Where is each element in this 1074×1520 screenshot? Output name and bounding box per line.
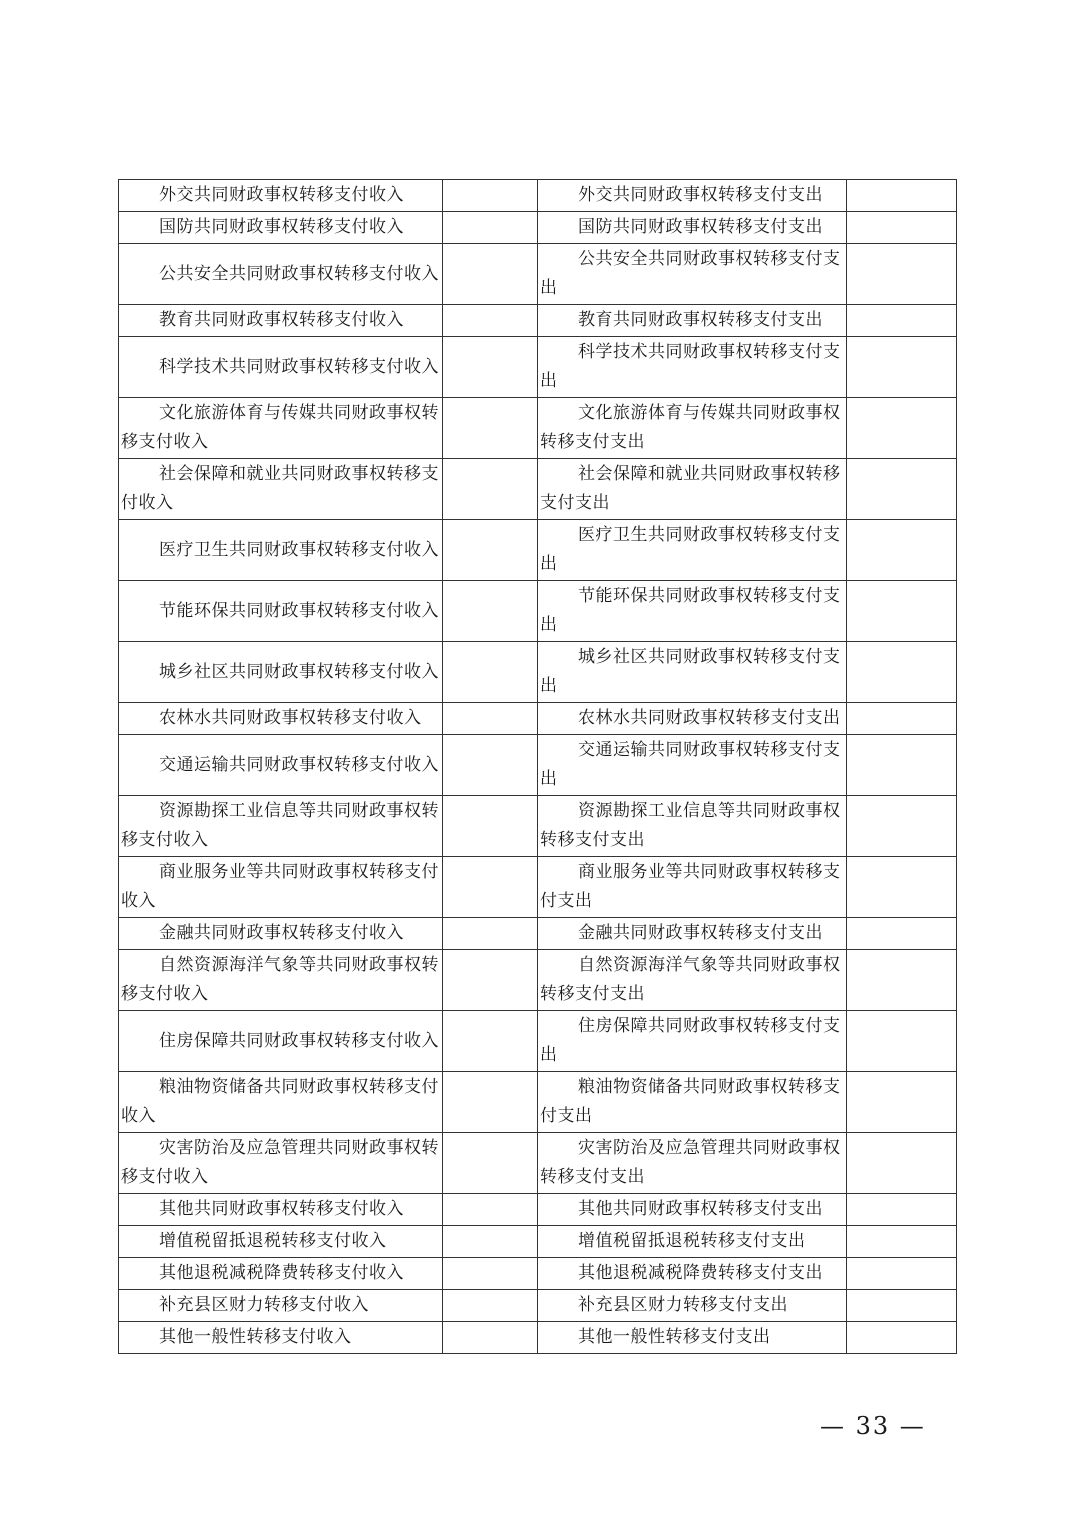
income-amount-cell [443,1072,538,1133]
income-amount-cell [443,459,538,520]
expense-amount-cell [847,337,957,398]
income-amount-cell [443,1258,538,1290]
expense-amount-cell [847,180,957,212]
table-row [119,642,957,703]
table-row [119,459,957,520]
expense-label-cell: 其他共同财政事权转移支付支出 [538,1194,847,1226]
expense-amount-cell [847,735,957,796]
table-row [119,1226,957,1258]
income-label-cell: 金融共同财政事权转移支付收入 [119,918,443,950]
income-amount-cell [443,520,538,581]
income-label-cell: 外交共同财政事权转移支付收入 [119,180,443,212]
income-label-cell: 灾害防治及应急管理共同财政事权转移支付收入 [119,1133,443,1194]
income-label-cell: 农林水共同财政事权转移支付收入 [119,703,443,735]
income-amount-cell [443,796,538,857]
income-amount-cell [443,212,538,244]
income-amount-cell [443,1194,538,1226]
transfer-payment-table [118,179,957,1354]
table-row [119,305,957,337]
income-amount-cell [443,337,538,398]
income-amount-cell [443,1226,538,1258]
income-label-cell: 医疗卫生共同财政事权转移支付收入 [119,520,443,581]
expense-amount-cell [847,703,957,735]
expense-label-cell: 商业服务业等共同财政事权转移支付支出 [538,857,847,918]
expense-label-cell: 社会保障和就业共同财政事权转移支付支出 [538,459,847,520]
table-row [119,796,957,857]
expense-label-cell: 医疗卫生共同财政事权转移支付支出 [538,520,847,581]
expense-label-cell: 其他退税减税降费转移支付支出 [538,1258,847,1290]
expense-amount-cell [847,398,957,459]
income-label-cell: 住房保障共同财政事权转移支付收入 [119,1011,443,1072]
expense-label-cell: 教育共同财政事权转移支付支出 [538,305,847,337]
income-label-cell: 自然资源海洋气象等共同财政事权转移支付收入 [119,950,443,1011]
expense-amount-cell [847,796,957,857]
table-row [119,1011,957,1072]
table-body [119,180,957,1354]
income-label-cell: 科学技术共同财政事权转移支付收入 [119,337,443,398]
income-amount-cell [443,398,538,459]
expense-label-cell: 城乡社区共同财政事权转移支付支出 [538,642,847,703]
expense-amount-cell [847,642,957,703]
income-amount-cell [443,1290,538,1322]
income-label-cell: 城乡社区共同财政事权转移支付收入 [119,642,443,703]
table-row [119,1322,957,1354]
income-amount-cell [443,581,538,642]
income-amount-cell [443,857,538,918]
expense-amount-cell [847,1011,957,1072]
expense-label-cell: 科学技术共同财政事权转移支付支出 [538,337,847,398]
expense-amount-cell [847,581,957,642]
expense-amount-cell [847,950,957,1011]
expense-label-cell: 自然资源海洋气象等共同财政事权转移支付支出 [538,950,847,1011]
table-row [119,857,957,918]
expense-amount-cell [847,1194,957,1226]
table-row [119,1290,957,1322]
income-label-cell: 粮油物资储备共同财政事权转移支付收入 [119,1072,443,1133]
expense-amount-cell [847,918,957,950]
income-label-cell: 文化旅游体育与传媒共同财政事权转移支付收入 [119,398,443,459]
table-row [119,212,957,244]
income-label-cell: 公共安全共同财政事权转移支付收入 [119,244,443,305]
income-amount-cell [443,735,538,796]
income-label-cell: 商业服务业等共同财政事权转移支付收入 [119,857,443,918]
expense-label-cell: 其他一般性转移支付支出 [538,1322,847,1354]
table-row [119,1133,957,1194]
income-label-cell: 其他共同财政事权转移支付收入 [119,1194,443,1226]
income-amount-cell [443,180,538,212]
expense-label-cell: 金融共同财政事权转移支付支出 [538,918,847,950]
expense-label-cell: 交通运输共同财政事权转移支付支出 [538,735,847,796]
income-label-cell: 补充县区财力转移支付收入 [119,1290,443,1322]
income-amount-cell [443,305,538,337]
income-label-cell: 节能环保共同财政事权转移支付收入 [119,581,443,642]
income-amount-cell [443,1011,538,1072]
income-label-cell: 资源勘探工业信息等共同财政事权转移支付收入 [119,796,443,857]
income-label-cell: 其他退税减税降费转移支付收入 [119,1258,443,1290]
table-row [119,244,957,305]
income-amount-cell [443,1322,538,1354]
expense-amount-cell [847,1322,957,1354]
expense-amount-cell [847,1072,957,1133]
expense-label-cell: 公共安全共同财政事权转移支付支出 [538,244,847,305]
expense-amount-cell [847,1226,957,1258]
table-row [119,918,957,950]
table-row [119,180,957,212]
table-row [119,337,957,398]
expense-amount-cell [847,459,957,520]
expense-label-cell: 外交共同财政事权转移支付支出 [538,180,847,212]
income-label-cell: 增值税留抵退税转移支付收入 [119,1226,443,1258]
table-row [119,1194,957,1226]
income-label-cell: 交通运输共同财政事权转移支付收入 [119,735,443,796]
table-row [119,950,957,1011]
income-amount-cell [443,1133,538,1194]
income-amount-cell [443,703,538,735]
table-row [119,581,957,642]
table-row [119,1072,957,1133]
table-row [119,1258,957,1290]
income-amount-cell [443,918,538,950]
page-number: — 33 — [820,1412,926,1440]
table-row [119,520,957,581]
expense-label-cell: 农林水共同财政事权转移支付支出 [538,703,847,735]
expense-label-cell: 国防共同财政事权转移支付支出 [538,212,847,244]
expense-amount-cell [847,520,957,581]
table-row [119,735,957,796]
expense-label-cell: 增值税留抵退税转移支付支出 [538,1226,847,1258]
income-amount-cell [443,950,538,1011]
income-label-cell: 国防共同财政事权转移支付收入 [119,212,443,244]
table-row [119,703,957,735]
expense-amount-cell [847,1258,957,1290]
income-amount-cell [443,642,538,703]
expense-label-cell: 补充县区财力转移支付支出 [538,1290,847,1322]
expense-label-cell: 粮油物资储备共同财政事权转移支付支出 [538,1072,847,1133]
expense-amount-cell [847,857,957,918]
expense-label-cell: 文化旅游体育与传媒共同财政事权转移支付支出 [538,398,847,459]
expense-amount-cell [847,1290,957,1322]
expense-amount-cell [847,212,957,244]
expense-label-cell: 资源勘探工业信息等共同财政事权转移支付支出 [538,796,847,857]
expense-label-cell: 住房保障共同财政事权转移支付支出 [538,1011,847,1072]
expense-label-cell: 节能环保共同财政事权转移支付支出 [538,581,847,642]
income-amount-cell [443,244,538,305]
expense-amount-cell [847,1133,957,1194]
expense-amount-cell [847,305,957,337]
expense-label-cell: 灾害防治及应急管理共同财政事权转移支付支出 [538,1133,847,1194]
income-label-cell: 其他一般性转移支付收入 [119,1322,443,1354]
table-row [119,398,957,459]
income-label-cell: 教育共同财政事权转移支付收入 [119,305,443,337]
expense-amount-cell [847,244,957,305]
income-label-cell: 社会保障和就业共同财政事权转移支付收入 [119,459,443,520]
